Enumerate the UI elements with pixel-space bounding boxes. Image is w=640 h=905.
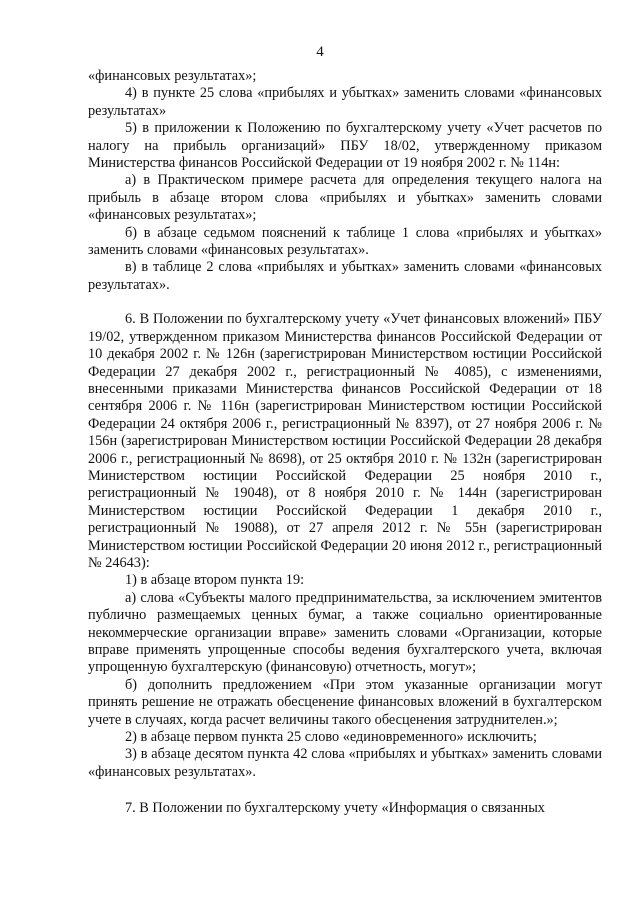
paragraph-section-6-item-3: 3) в абзаце десятом пункта 42 слова «прибылях и убытках» заменить словами «финансовых результатах».	[88, 746, 602, 780]
paragraph-section-6-subitem-a: а) слова «Субъекты малого предпринимательства, за исключением эмитентов публично размещаемых ценных бумаг, а также социально ориентированные некоммерческие организации вправе» заменить словами «Организации, которые вправе применять упрощенные способы ведения бухгалтерского учета, включая упрощенную бухгалтерскую (финансовую) отчетность, могут»;	[88, 589, 602, 676]
paragraph-item-5: 5) в приложении к Положению по бухгалтерскому учету «Учет расчетов по налогу на прибыль организаций» ПБУ 18/02, утвержденному приказом Министерства финансов Российской Федерации от 19 ноября 2002 г. № 114н:	[88, 120, 602, 172]
document-body	[88, 68, 602, 818]
paragraph-section-6: 6. В Положении по бухгалтерскому учету «Учет финансовых вложений» ПБУ 19/02, утвержденном приказом Министерства финансов Российской Федерации от 10 декабря 2002 г. № 126н (зарегистрирован Министерством юстиции Российской Федерации 27 декабря 2002 г., регистрационный № 4085), с изменениями, внесенными приказами Министерства финансов Российской Федерации от 18 сентября 2006 г. № 116н (зарегистрирован Министерством юстиции Российской Федерации 24 октября 2006 г., регистрационный № 8397), от 27 ноября 2006 г. № 156н (зарегистрирован Министерством юстиции Российской Федерации 28 декабря 2006 г., регистрационный № 8698), от 25 октября 2010 г. № 132н (зарегистрирован Министерством юстиции Российской Федерации 25 ноября 2010 г., регистрационный № 19048), от 8 ноября 2010 г. № 144н (зарегистрирован Министерством юстиции Российской Федерации 1 декабря 2010 г., регистрационный № 19088), от 27 апреля 2012 г. № 55н (зарегистрирован Министерством юстиции Российской Федерации 20 июня 2012 г., регистрационный № 24643):	[88, 311, 602, 571]
paragraph-section-6-item-2: 2) в абзаце первом пункта 25 слово «единовременного» исключить;	[125, 729, 538, 746]
paragraph-section-6-subitem-b: б) дополнить предложением «При этом указанные организации могут принять решение не отражать обесценение финансовых вложений в бухгалтерском учете в случаях, когда расчет величины такого обесценения затруднителен.»;	[88, 676, 602, 728]
paragraph-subitem-v: в) в таблице 2 слова «прибылях и убытках» заменить словами «финансовых результатах».	[88, 259, 602, 293]
paragraph-subitem-b: б) в абзаце седьмом пояснений к таблице 1 слова «прибылях и убытках» заменить словами «финансовых результатах».	[88, 224, 602, 259]
paragraph-section-6-item-1: 1) в абзаце втором пункта 19:	[125, 572, 305, 589]
paragraph-continuation: «финансовых результатах»;	[88, 68, 257, 84]
paragraph-section-7: 7. В Положении по бухгалтерскому учету «Информация о связанных	[125, 800, 545, 817]
paragraph-subitem-a: а) в Практическом примере расчета для определения текущего налога на прибыль в абзаце втором слова «прибылях и убытках» заменить словами «финансовых результатах»;	[88, 172, 602, 224]
page-number: 4	[316, 44, 324, 60]
paragraph-item-4: 4) в пункте 25 слова «прибылях и убытках» заменить словами «финансовых результатах»	[88, 85, 602, 119]
